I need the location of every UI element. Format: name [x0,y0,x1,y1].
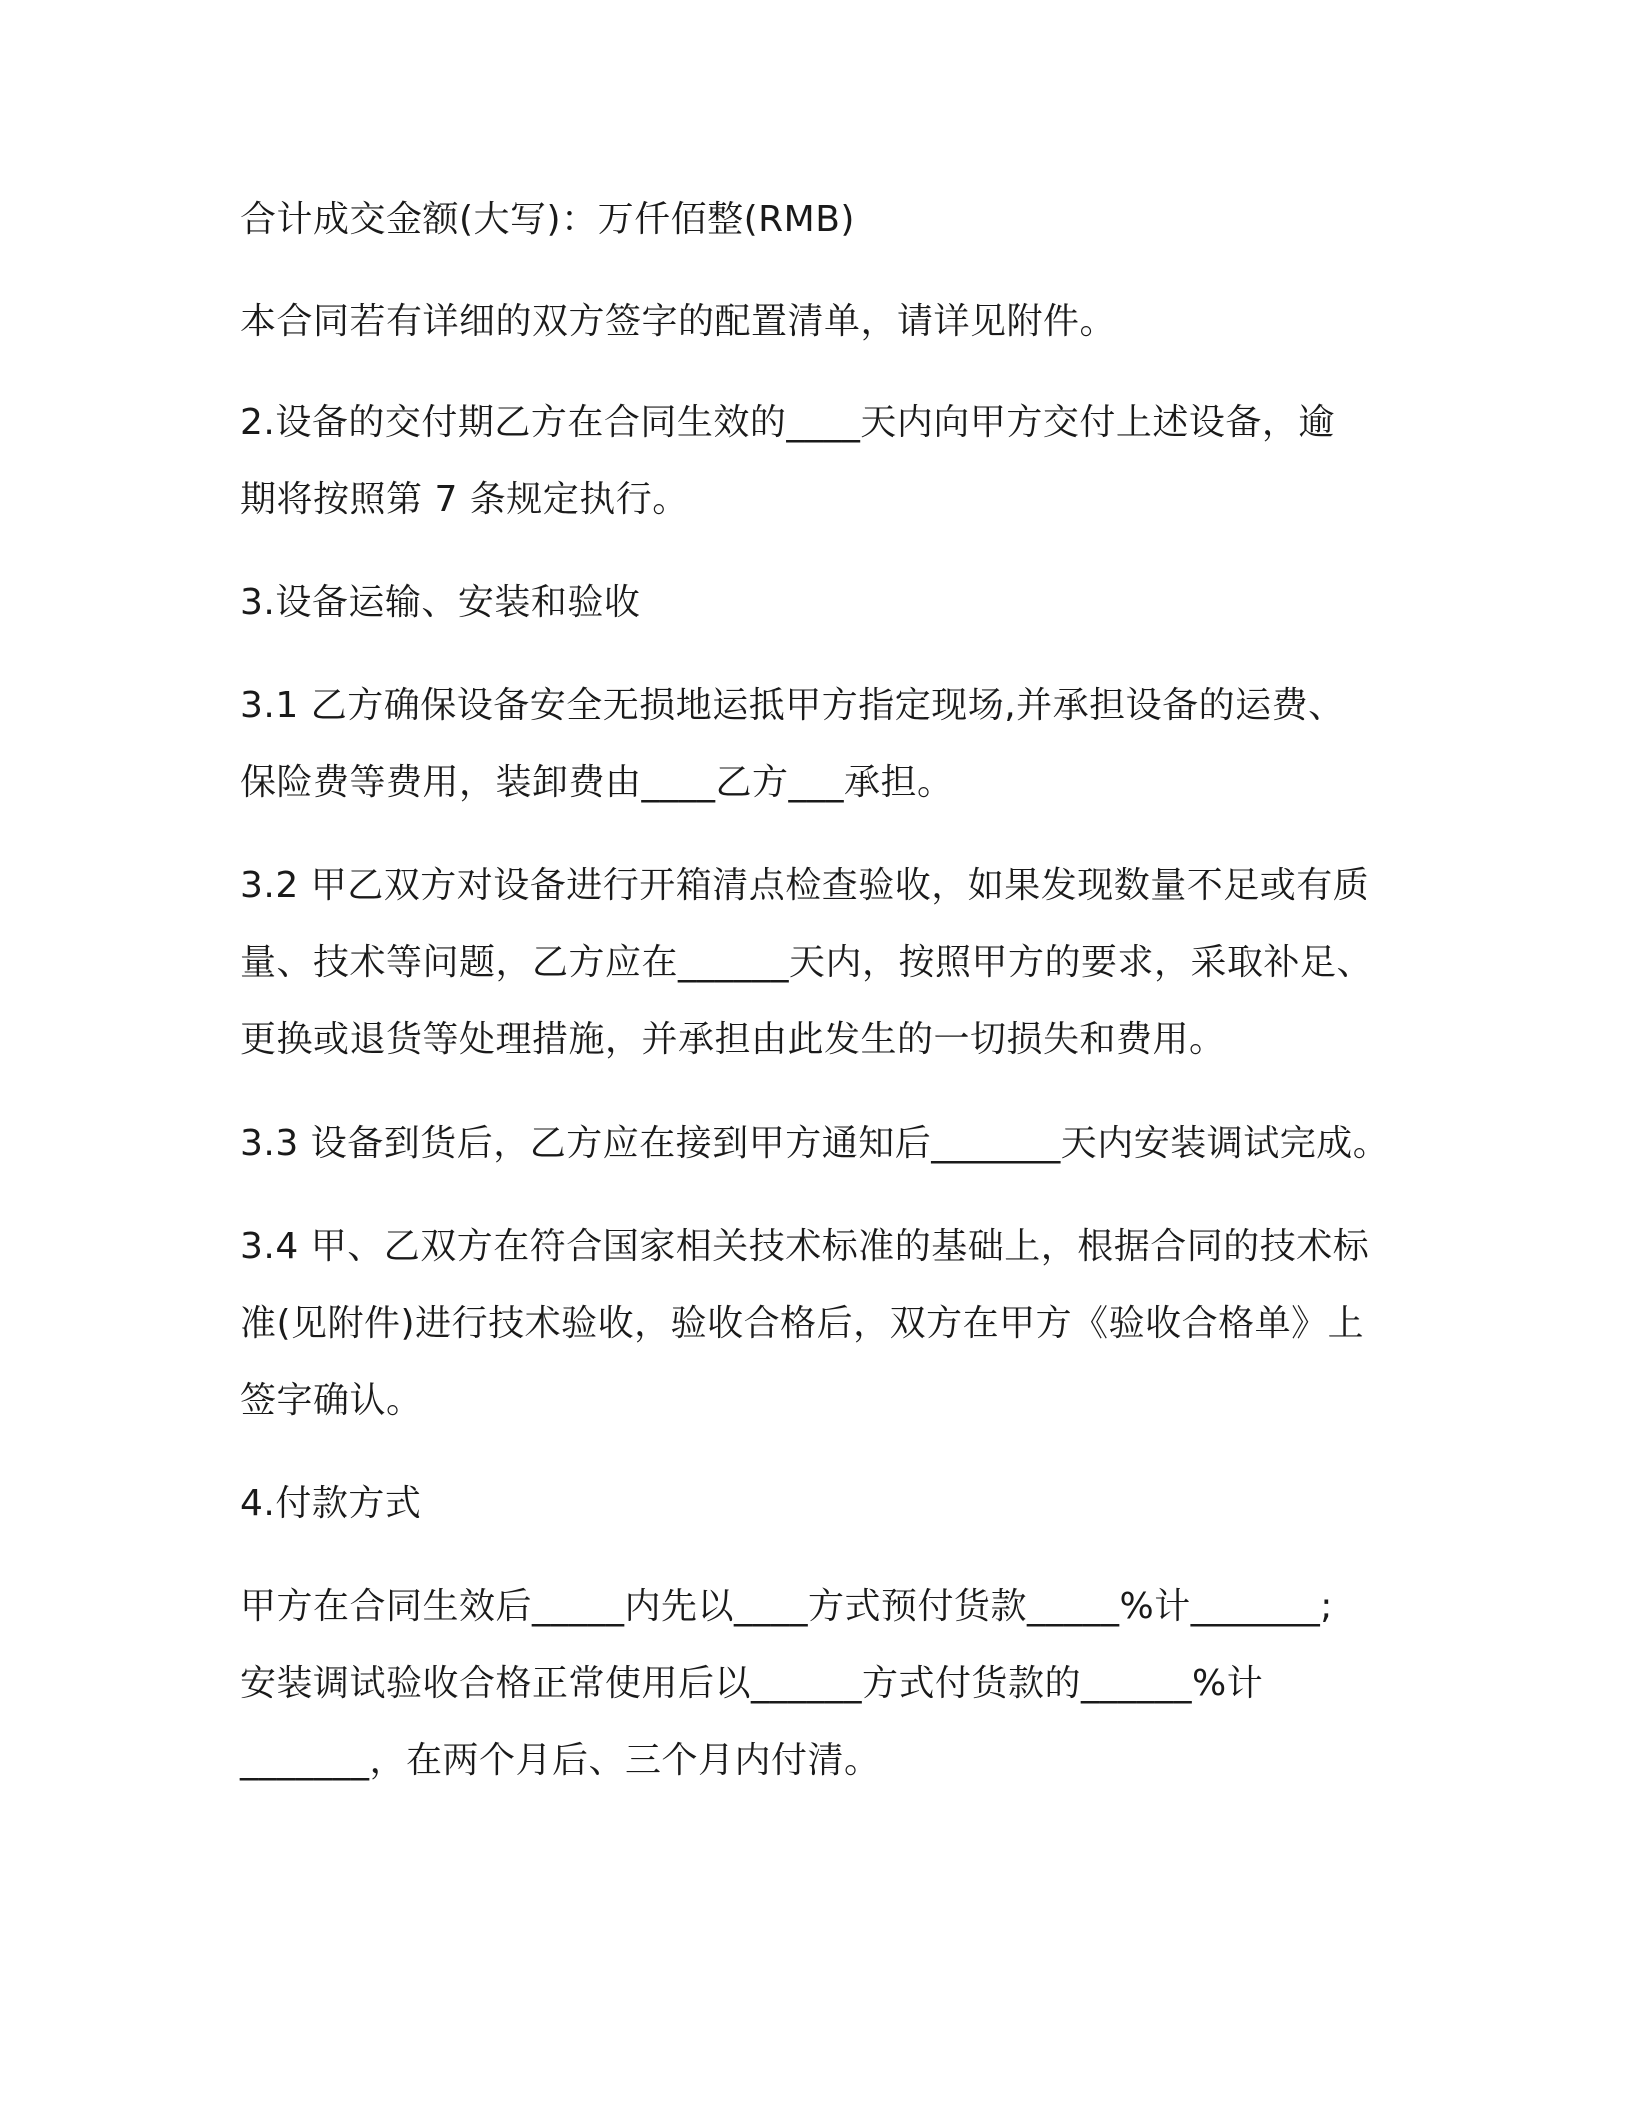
clause-4-line-2: 安装调试验收合格正常使用后以______方式付货款的______%计 [240,1663,1264,1704]
clause-2-line-1: 2.设备的交付期乙方在合同生效的____天内向甲方交付上述设备，逾 [240,402,1335,443]
clause-3-1-line-2: 保险费等费用，装卸费由____乙方___承担。 [240,762,954,803]
clause-3-4-line-3: 签字确认。 [240,1380,423,1421]
clause-3-4-line-1: 3.4 甲、乙双方在符合国家相关技术标准的基础上，根据合同的技术标 [240,1226,1370,1267]
clause-3-3-line: 3.3 设备到货后，乙方应在接到甲方通知后_______天内安装调试完成。 [240,1123,1390,1164]
clause-3-1-line-1: 3.1 乙方确保设备安全无损地运抵甲方指定现场,并承担设备的运费、 [240,685,1345,726]
clause-4-line-1: 甲方在合同生效后_____内先以____方式预付货款_____%计_______; [240,1586,1333,1627]
clause-3-2-line-3: 更换或退货等处理措施，并承担由此发生的一切损失和费用。 [240,1019,1226,1060]
clause-3-2-line-1: 3.2 甲乙双方对设备进行开箱清点检查验收，如果发现数量不足或有质 [240,865,1370,906]
clause-2-line-2: 期将按照第 7 条规定执行。 [240,479,689,520]
clause-4-line-3: _______，在两个月后、三个月内付清。 [240,1740,881,1781]
clause-3-heading: 3.设备运输、安装和验收 [240,582,641,623]
clause-4-heading: 4.付款方式 [240,1483,422,1524]
attachment-note-line: 本合同若有详细的双方签字的配置清单，请详见附件。 [240,301,1117,342]
total-amount-line: 合计成交金额(大写)：万仟佰整(RMB) [240,199,855,240]
clause-3-4-line-2: 准(见附件)进行技术验收，验收合格后，双方在甲方《验收合格单》上 [240,1303,1365,1344]
clause-3-2-line-2: 量、技术等问题，乙方应在______天内，按照甲方的要求，采取补足、 [240,942,1374,983]
